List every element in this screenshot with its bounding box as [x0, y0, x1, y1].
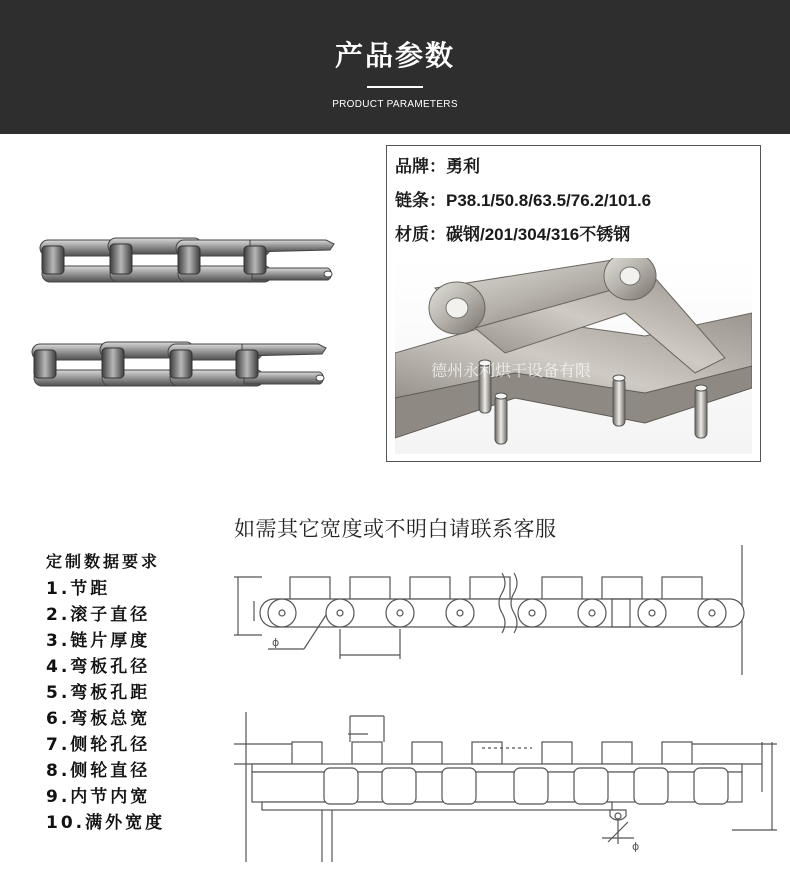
chain-closeup-photo	[395, 258, 752, 454]
requirement-item: 4.弯板孔径	[46, 657, 151, 677]
title-divider	[367, 86, 423, 88]
chain-image-top	[36, 232, 340, 292]
contact-notice: 如需其它宽度或不明白请联系客服	[234, 517, 557, 541]
requirement-item: 5.弯板孔距	[46, 683, 151, 703]
chain-image-bottom	[28, 336, 332, 396]
spec-panel	[386, 145, 761, 462]
requirement-item: 10.满外宽度	[46, 813, 166, 833]
spec-brand	[395, 152, 480, 177]
watermark-text: 德州永利烘干设备有限	[431, 361, 592, 380]
requirements-title: 定制数据要求	[46, 552, 161, 571]
page-subtitle: PRODUCT PARAMETERS	[332, 99, 458, 110]
header-banner	[0, 0, 790, 134]
chain-side-view-drawing	[232, 545, 782, 675]
spec-chain	[395, 186, 651, 211]
diameter-symbol: ϕ	[272, 636, 280, 649]
spec-material-value: 碳钢/201/304/316不锈钢	[446, 225, 631, 244]
requirement-item: 2.滚子直径	[46, 605, 151, 625]
diameter-symbol-bottom: ϕ	[632, 840, 640, 853]
spec-brand-value: 勇利	[446, 157, 480, 176]
page-title: 产品参数	[334, 39, 455, 72]
requirement-item: 1.节距	[46, 579, 111, 599]
requirement-item: 7.侧轮孔径	[46, 735, 151, 755]
requirement-item: 3.链片厚度	[46, 631, 151, 651]
spec-chain-label: 链条：	[395, 191, 446, 211]
spec-material-label: 材质：	[395, 225, 446, 245]
requirement-item: 9.内节内宽	[46, 787, 151, 807]
chain-top-view-drawing	[232, 712, 782, 864]
spec-brand-label: 品牌：	[395, 157, 446, 177]
requirement-item: 8.侧轮直径	[46, 761, 151, 781]
spec-chain-value: P38.1/50.8/63.5/76.2/101.6	[446, 191, 652, 210]
requirement-item: 6.弯板总宽	[46, 709, 151, 729]
spec-material	[395, 220, 630, 245]
